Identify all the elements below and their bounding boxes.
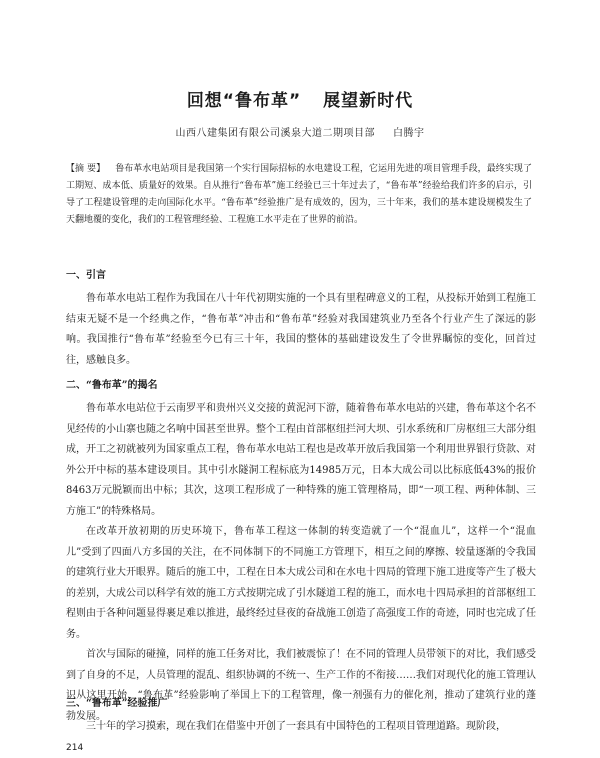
section-experience-promotion — [66, 696, 536, 738]
section-paragraph: 三十年的学习摸索，现在我们在借鉴中开创了一套具有中国特色的工程项目管理道路。现阶段， — [86, 721, 506, 732]
article-title — [0, 86, 600, 111]
section-introduction — [66, 268, 536, 371]
article-title-part2: 展望新时代 — [323, 91, 414, 111]
section-heading: 一、引言 — [66, 270, 106, 281]
author-line — [0, 124, 600, 139]
abstract-label: 【摘 要】 — [66, 164, 106, 174]
abstract — [66, 161, 532, 229]
section-heading: 二、“鲁布革”的揭名 — [66, 380, 158, 391]
section-lubuge-origin — [66, 378, 536, 727]
page-number: 214 — [66, 743, 84, 753]
section-paragraph: 鲁布革水电站工程作为我国在八十年代初期实施的一个具有里程碑意义的工程，从投标开始到工程施工结束无疑不是一个经典之作，“鲁布革”冲击和“鲁布革”经验对我国建筑业乃至各个行业产生了深远的影响。我国推行“鲁布革”经验至今已有三十年，我国的整体的基础建设发生了令世界瞩惊的变化，回首过往，感触良多。 — [66, 293, 536, 366]
section-paragraph: 在改革开放初期的历史环境下，鲁布革工程这一体制的转变造就了一个“混血儿”，这样一个“混血儿”受到了四面八方多国的关注，在不同体制下的不同施工方管理下，相互之间的摩擦、较量逐渐的令我国的建筑行业大开眼界。随后的施工中，工程在日本大成公司和在水电十四局的管理下施工进度等产生了极大的差别，大成公司以科学有效的施工方式按期完成了引水隧道工程的施工，而水电十四局承担的首部枢纽工程则由于各种问题显得裹足难以推进，最终经过昼夜的奋战施工创造了高强度工作的奇迹，同时也完成了任务。 — [66, 526, 536, 640]
article-title-part1: 回想“鲁布革” — [186, 91, 302, 111]
section-paragraph: 首次与国际的碰撞，同样的施工任务对比，我们被震惊了！在不同的管理人员带领下的对比，我们感受到了自身的不足，人员管理的混乱、组织协调的不统一、生产工作的不衔接……我们对现代化的施工管理认识从这里开始，“鲁布革”经验影响了举国上下的工程管理，像一剂强有力的催化剂，推动了建筑行业的蓬勃发展。 — [66, 649, 536, 722]
section-heading: 三、“鲁布革”经验推广 — [66, 698, 168, 709]
author-affiliation: 山西八建集团有限公司溪泉大道二期项目部 — [175, 128, 375, 139]
abstract-text: 鲁布革水电站项目是我国第一个实行国际招标的水电建设工程，它运用先进的项目管理手段，最终实现了工期短、成本低、质量好的效果。自从推行“鲁布革”施工经验已三十年过去了，“鲁布革”经验给我们许多的启示，引导了工程建设管理的走向国际化水平。“鲁布革”经验推广是有成效的，因为，三十年来，我们的基本建设规模发生了天翻地覆的变化，我们的工程管理经验、工程施工水平走在了世界的前沿。 — [66, 164, 532, 225]
author-name: 白腾宇 — [393, 128, 425, 139]
section-paragraph: 鲁布革水电站位于云南罗平和贵州兴义交接的黄泥河下游，随着鲁布革水电站的兴建，鲁布革这个名不见经传的小山寨也随之名响中国甚至世界。整个工程由首部枢纽拦河大坝、引水系统和厂房枢纽三大部分组成，开工之初就被列为国家重点工程，鲁布革水电站工程也是改革开放后我国第一个利用世界银行贷款、对外公开中标的基本建设项目。其中引水隧洞工程标底为14985万元，日本大成公司以比标底低43%的报价8463万元脱颖而出中标；其次，这项工程形成了一种特殊的施工管理格局，即“一项工程、两种体制、三方施工”的特殊格局。 — [66, 403, 536, 517]
